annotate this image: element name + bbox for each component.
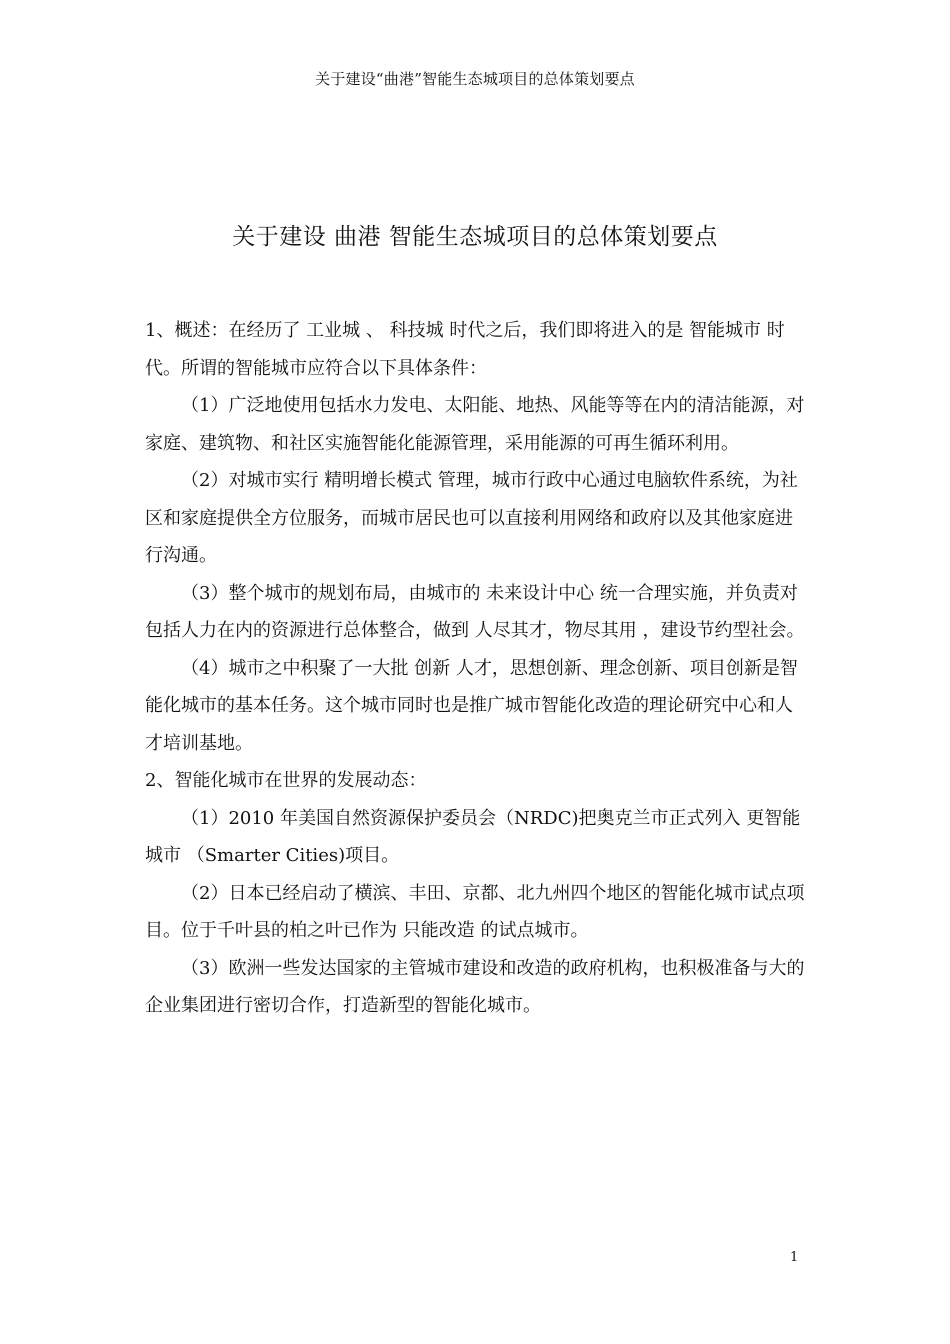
world-trends-item-2: （2）日本已经启动了横滨、丰田、京都、北九州四个地区的智能化城市试点项目。位于千叶县的柏之叶已作为 只能改造 的试点城市。 [145, 882, 805, 941]
overview-item-1: （1）广泛地使用包括水力发电、太阳能、地热、风能等等在内的清洁能源，对家庭、建筑物、和社区实施智能化能源管理，采用能源的可再生循环利用。 [145, 395, 805, 454]
running-header: 关于建设“曲港”智能生态城项目的总体策划要点 [315, 70, 635, 88]
document-title: 关于建设 曲港 智能生态城项目的总体策划要点 [232, 224, 718, 250]
world-trends-item-3: （3）欧洲一些发达国家的主管城市建设和改造的政府机构，也积极准备与大的企业集团进行密切合作，打造新型的智能化城市。 [145, 957, 805, 1016]
section-overview-paragraph: 1、概述：在经历了 工业城 、 科技城 时代之后，我们即将进入的是 智能城市 时代。所谓的智能城市应符合以下具体条件： [145, 320, 785, 379]
overview-item-3: （3）整个城市的规划布局，由城市的 未来设计中心 统一合理实施，并负责对包括人力在内的资源进行总体整合，做到 人尽其才，物尽其用 ，建设节约型社会。 [145, 582, 805, 641]
section-world-trends-heading: 2、智能化城市在世界的发展动态： [145, 770, 427, 791]
overview-item-4: （4）城市之中积聚了一大批 创新 人才，思想创新、理念创新、项目创新是智能化城市的基本任务。这个城市同时也是推广城市智能化改造的理论研究中心和人才培训基地。 [145, 657, 798, 754]
world-trends-item-1: （1）2010 年美国自然资源保护委员会（NRDC)把奥克兰市正式列入 更智能城市 （Smarter Cities)项目。 [145, 807, 801, 866]
document-body [145, 312, 810, 1025]
overview-item-2: （2）对城市实行 精明增长模式 管理，城市行政中心通过电脑软件系统，为社区和家庭提供全方位服务，而城市居民也可以直接利用网络和政府以及其他家庭进行沟通。 [145, 470, 798, 566]
page-number: 1 [790, 1250, 799, 1265]
